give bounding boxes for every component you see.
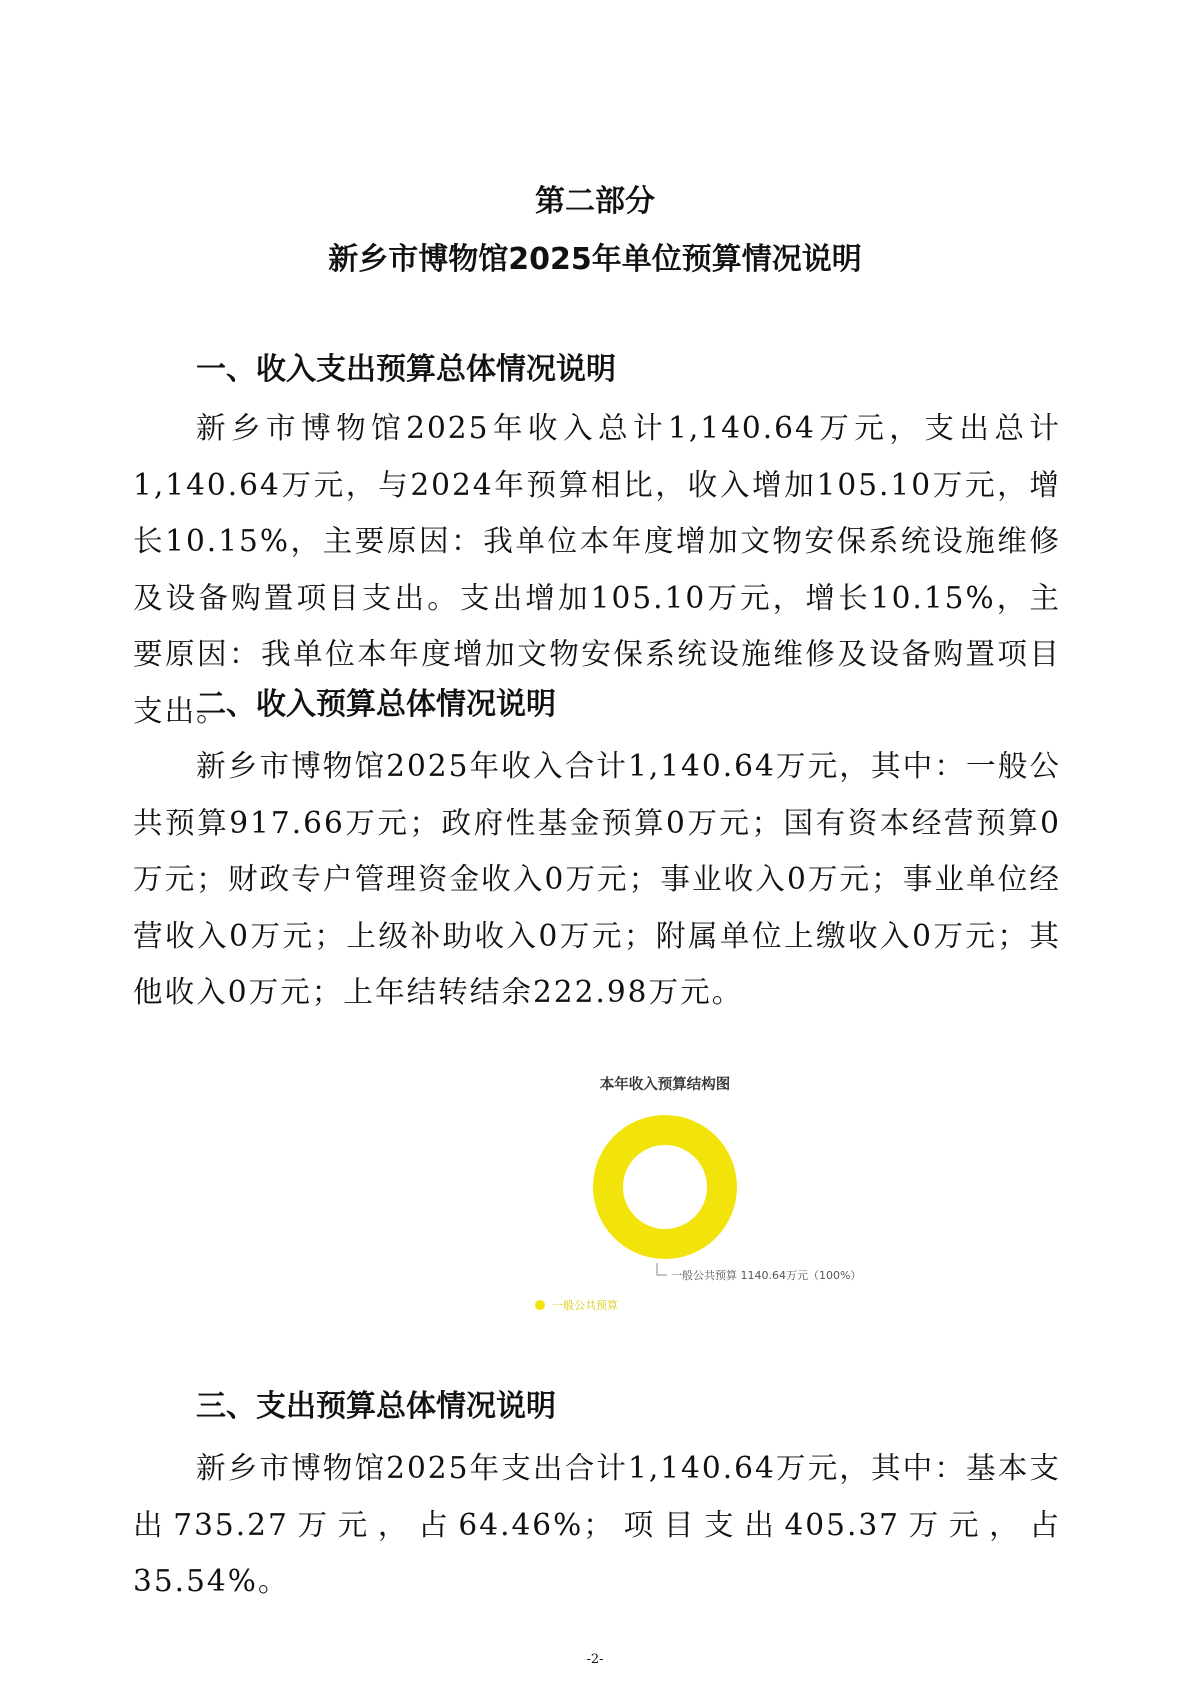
chart-canvas <box>500 1075 880 1330</box>
legend-label: 一般公共预算 <box>552 1299 618 1312</box>
income-structure-chart <box>500 1075 880 1330</box>
chart-title: 本年收入预算结构图 <box>599 1077 731 1093</box>
pie-slice <box>593 1115 737 1259</box>
legend-marker <box>535 1300 545 1310</box>
page-number: -2- <box>586 1652 604 1667</box>
section-2-heading: 二、收入预算总体情况说明 <box>196 687 556 722</box>
section-3-paragraph: 新乡市博物馆2025年支出合计1,140.64万元，其中：基本支出735.27万元，占64.46%；项目支出405.37万元，占35.54%。 <box>133 1451 1061 1598</box>
section-3-heading: 三、支出预算总体情况说明 <box>196 1389 556 1424</box>
slice-leader-line <box>657 1263 667 1275</box>
section-1-heading: 一、收入支出预算总体情况说明 <box>196 352 616 387</box>
slice-data-label: 一般公共预算 1140.64万元（100%） <box>671 1269 862 1282</box>
section-1-paragraph: 新乡市博物馆2025年收入总计1,140.64万元，支出总计1,140.64万元，与2024年预算相比，收入增加105.10万元，增长10.15%，主要原因：我单位本年度增加文物安保系统设施维修及设备购置项目支出。支出增加105.10万元，增长10.15%，主要原因：我单位本年度增加文物安保系统设施维修及设备购置项目支出。 <box>133 411 1061 728</box>
document-title: 新乡市博物馆2025年单位预算情况说明 <box>328 242 862 277</box>
part-title: 第二部分 <box>535 184 655 219</box>
section-2-paragraph: 新乡市博物馆2025年收入合计1,140.64万元，其中：一般公共预算917.66万元；政府性基金预算0万元；国有资本经营预算0万元；财政专户管理资金收入0万元；事业收入0万元；事业单位经营收入0万元；上级补助收入0万元；附属单位上缴收入0万元；其他收入0万元；上年结转结余222.98万元。 <box>133 749 1061 1009</box>
